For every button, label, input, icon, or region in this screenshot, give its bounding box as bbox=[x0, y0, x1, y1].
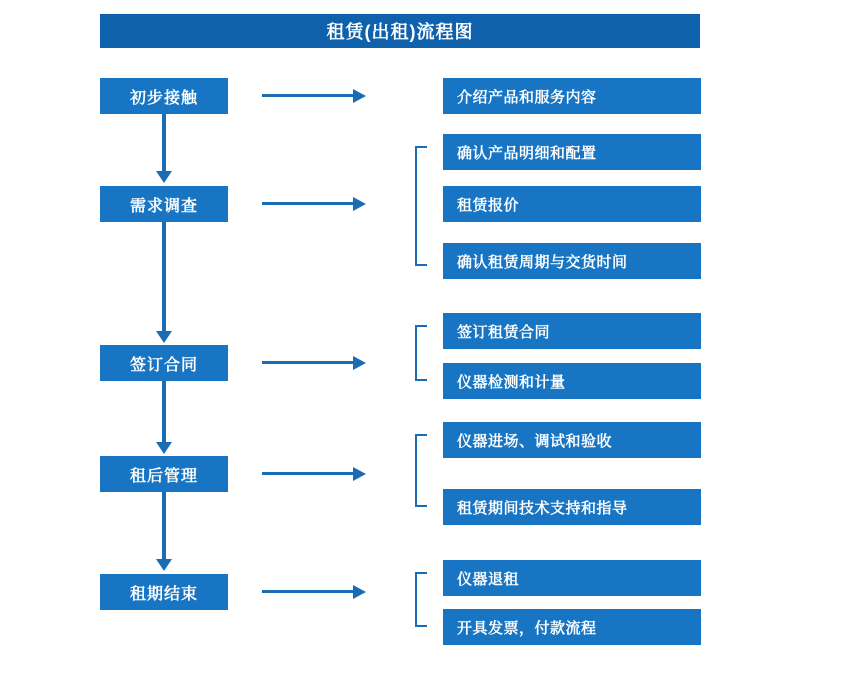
detail-box[interactable]: 签订租赁合同 bbox=[443, 313, 701, 349]
detail-box[interactable]: 开具发票，付款流程 bbox=[443, 609, 701, 645]
down-arrow-icon bbox=[162, 381, 166, 443]
right-arrow-icon bbox=[262, 472, 354, 475]
stage-box[interactable]: 租期结束 bbox=[100, 574, 228, 610]
detail-box[interactable]: 确认租赁周期与交货时间 bbox=[443, 243, 701, 279]
right-arrow-icon bbox=[262, 361, 354, 364]
group-bracket bbox=[415, 146, 427, 266]
stage-box[interactable]: 租后管理 bbox=[100, 456, 228, 492]
down-arrow-icon bbox=[162, 222, 166, 332]
detail-box[interactable]: 介绍产品和服务内容 bbox=[443, 78, 701, 114]
stage-box[interactable]: 初步接触 bbox=[100, 78, 228, 114]
down-arrow-icon bbox=[162, 114, 166, 172]
down-arrow-icon bbox=[162, 492, 166, 560]
detail-box[interactable]: 租赁期间技术支持和指导 bbox=[443, 489, 701, 525]
detail-box[interactable]: 仪器退租 bbox=[443, 560, 701, 596]
right-arrow-icon bbox=[262, 202, 354, 205]
group-bracket bbox=[415, 572, 427, 627]
chart-title: 租赁(出租)流程图 bbox=[100, 14, 700, 48]
detail-box[interactable]: 确认产品明细和配置 bbox=[443, 134, 701, 170]
detail-box[interactable]: 仪器进场、调试和验收 bbox=[443, 422, 701, 458]
group-bracket bbox=[415, 434, 427, 507]
stage-box[interactable]: 签订合同 bbox=[100, 345, 228, 381]
detail-box[interactable]: 仪器检测和计量 bbox=[443, 363, 701, 399]
right-arrow-icon bbox=[262, 94, 354, 97]
detail-box[interactable]: 租赁报价 bbox=[443, 186, 701, 222]
right-arrow-icon bbox=[262, 590, 354, 593]
stage-box[interactable]: 需求调查 bbox=[100, 186, 228, 222]
group-bracket bbox=[415, 325, 427, 381]
